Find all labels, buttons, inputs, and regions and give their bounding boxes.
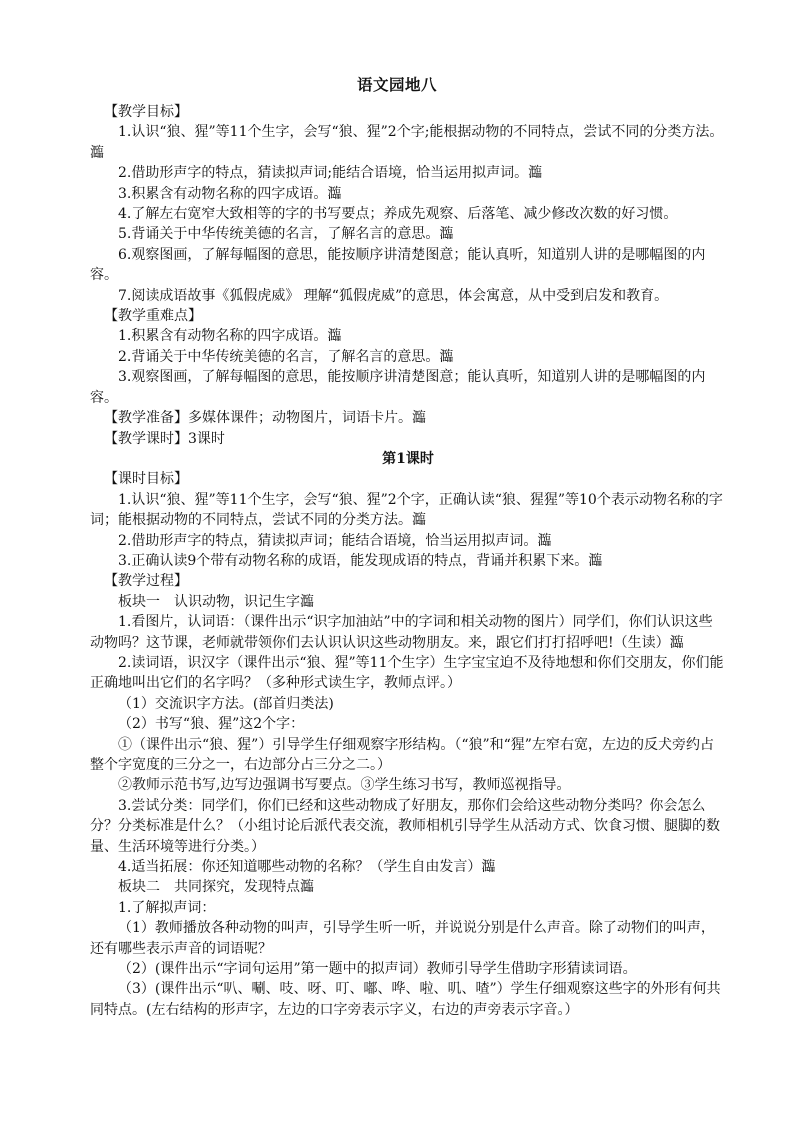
section-heading-lesson-count: 【教学课时】3课时 xyxy=(104,430,225,447)
paragraph: 5.背诵关于中华传统美德的名言，了解名言的意思。瀶 xyxy=(118,226,454,243)
paragraph: 3.尝试分类：同学们，你们已经和这些动物成了好朋友，那你们会给这些动物分类吗？你会怎么分？分类标准是什么？（小组讨论后派代表交流，教师相机引导学生从活动方式、饮食习惯、腿脚的数量、生活环境等进行分类。） xyxy=(90,797,720,855)
paragraph: 1.看图片，认词语：（课件出示“识字加油站”中的字词和相关动物的图片）同学们，你们认识这些动物吗？这节课，老师就带领你们去认识认识这些动物朋友。来，跟它们打打招呼吧!（生读）瀶 xyxy=(90,614,713,651)
paragraph: 7.阅读成语故事《狐假虎威》 理解“狐假虎威”的意思，体会寓意，从中受到启发和教育。 xyxy=(118,287,669,304)
paragraph: 1.了解拟声词： xyxy=(118,899,216,916)
lesson-heading: 第1课时 xyxy=(382,450,434,467)
paragraph: 2.读词语，识汉字（课件出示“狼、猩”等11个生字）生字宝宝迫不及待地想和你们交朋友，你们能正确地叫出它们的名字吗？（多种形式读生字，教师点评。） xyxy=(90,654,724,692)
paragraph: 2.借助形声字的特点，猜读拟声词;能结合语境，恰当运用拟声词。瀶 xyxy=(118,165,543,182)
paragraph: 4.适当拓展：你还知道哪些动物的名称？（学生自由发言）瀶 xyxy=(118,859,496,876)
paragraph: （3）(课件出示“叭、唰、吱、呀、叮、嘟、哗、啦、叽、喳”）学生仔细观察这些字的外形有何共同特点。(左右结构的形声字，左边的口字旁表示字义，右边的声旁表示字音。） xyxy=(90,981,721,1018)
section-heading-key-points: 【教学重难点】 xyxy=(104,308,202,325)
paragraph: 6.观察图画，了解每幅图的意思，能按顺序讲清楚图意；能认真听，知道别人讲的是哪幅图的内容。 xyxy=(90,246,706,284)
paragraph: 2.借助形声字的特点，猜读拟声词；能结合语境，恰当运用拟声词。瀶 xyxy=(118,532,552,549)
paragraph: 4.了解左右宽窄大致相等的字的书写要点；养成先观察、后落笔、减少修改次数的好习惯。 xyxy=(118,206,678,223)
paragraph: 3.正确认读9个带有动物名称的成语，能发现成语的特点，背诵并积累下来。瀶 xyxy=(118,552,603,569)
paragraph: （1）交流识字方法。(部首归类法) xyxy=(118,695,334,712)
paragraph: ①（课件出示“狼、猩”）引导学生仔细观察字形结构。（“狼”和“猩”左窄右宽，左边的反犬旁约占整个字宽度的三分之一，右边部分占三分之二。） xyxy=(90,736,714,773)
block-heading: 板块二 共同探究，发现特点瀶 xyxy=(118,879,314,896)
paragraph: 1.认识“狼、猩”等11个生字，会写“狼、猩”2个字，正确认读“狼、猩猩”等10个表示动物名称的字词；能根据动物的不同特点，尝试不同的分类方法。瀶 xyxy=(90,491,723,529)
block-heading: 板块一 认识动物，识记生字瀶 xyxy=(118,593,314,610)
paragraph: 1.积累含有动物名称的四字成语。瀶 xyxy=(118,328,342,345)
section-heading-process: 【教学过程】 xyxy=(104,573,188,590)
paragraph: 3.观察图画，了解每幅图的意思，能按顺序讲清楚图意；能认真听，知道别人讲的是哪幅图的内容。 xyxy=(90,369,706,406)
section-heading-preparation: 【教学准备】多媒体课件；动物图片，词语卡片。瀶 xyxy=(104,410,426,427)
paragraph: （2）书写“狼、猩”这2个字： xyxy=(118,716,305,733)
paragraph: 1.认识“狼、猩”等11个生字，会写“狼、猩”2个字;能根据动物的不同特点，尝试不同的分类方法。瀶 xyxy=(90,124,724,161)
section-heading-lesson-objectives: 【课时目标】 xyxy=(104,471,188,488)
section-heading-objectives: 【教学目标】 xyxy=(104,104,188,120)
paragraph: 3.积累含有动物名称的四字成语。瀶 xyxy=(118,185,342,202)
paragraph: （1）教师播放各种动物的叫声，引导学生听一听，并说说分别是什么声音。除了动物们的叫声，还有哪些表示声音的词语呢？ xyxy=(90,920,715,957)
paragraph: ②教师示范书写,边写边强调书写要点。③学生练习书写，教师巡视指导。 xyxy=(118,777,571,794)
document-body xyxy=(90,102,726,1020)
paragraph: （2）(课件出示“字词句运用”第一题中的拟声词）教师引导学生借助字形猜读词语。 xyxy=(118,961,637,978)
page-title: 语文园地八 xyxy=(356,75,437,94)
paragraph: 2.背诵关于中华传统美德的名言，了解名言的意思。瀶 xyxy=(118,348,454,365)
